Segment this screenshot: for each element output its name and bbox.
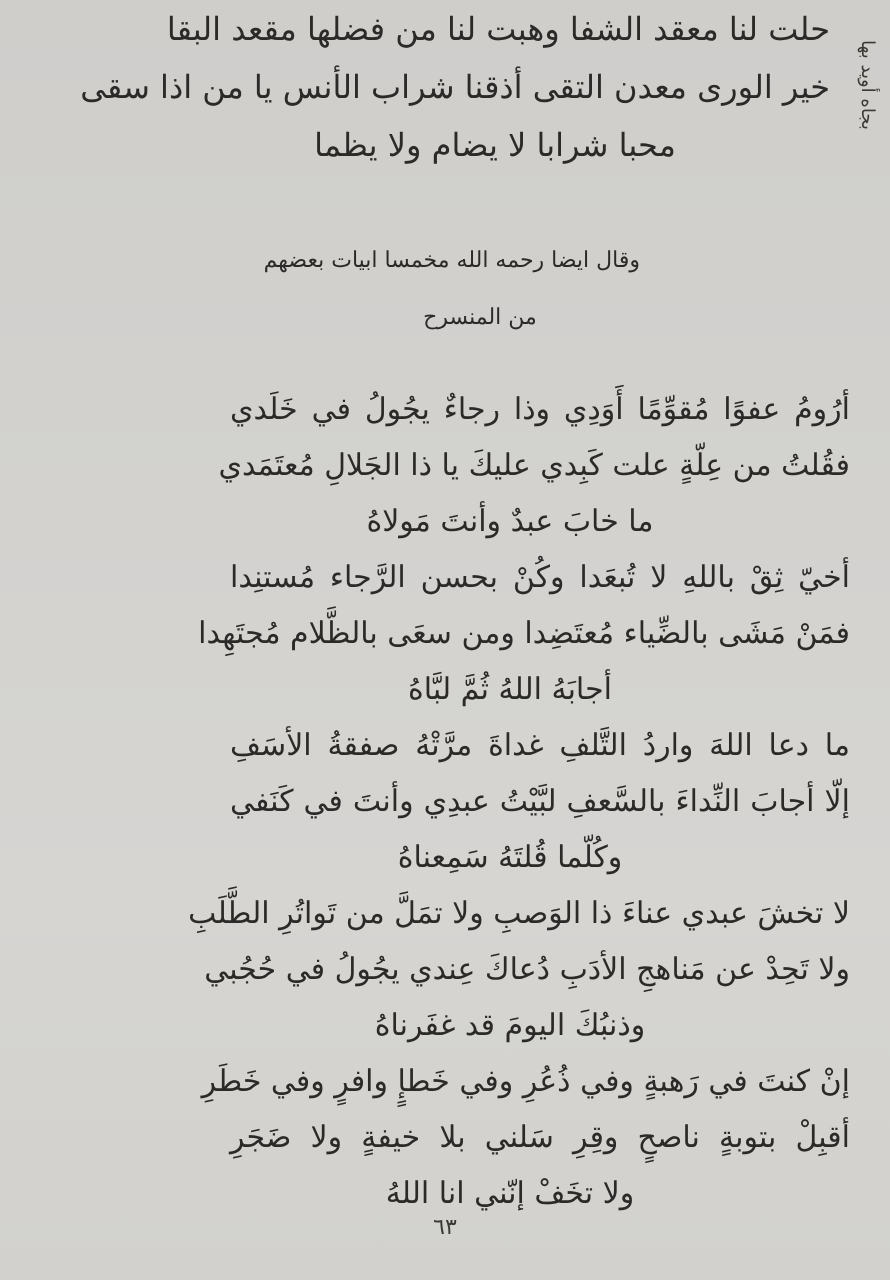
verse-line: ولا تَحِدْ عن مَناهجِ الأدَبِ دُعاكَ عِندي يجُولُ في حُجُبي xyxy=(204,952,850,987)
verse-line: إنْ كنتَ في رَهبةٍ وفي ذُعُرِ وفي خَطإٍ وافرٍ وفي خَطَرِ xyxy=(201,1064,850,1099)
top-poem-ending xyxy=(80,0,830,174)
page-number: ٦٣ xyxy=(433,1215,457,1240)
verse-line: لا تخشَ عبدي عناءَ ذا الوَصبِ ولا تمَلَّ من تَواتُرِ الطَّلَبِ xyxy=(188,896,850,931)
poem xyxy=(188,382,850,1222)
verse-line: أخيّ ثِقْ باللهِ لا تُبعَدا وكُنْ بحسن الرَّجاء مُستنِدا xyxy=(230,560,850,595)
stanza xyxy=(188,886,850,1054)
refrain-line: أجابَهُ اللهُ ثُمَّ لبَّاهُ xyxy=(408,672,612,707)
stanza xyxy=(198,550,850,718)
top-line: حلت لنا معقد الشفا وهبت لنا من فضلها مقعد البقا xyxy=(166,10,830,48)
top-line: محبا شرابا لا يضام ولا يظما xyxy=(314,126,676,164)
refrain-line: ما خابَ عبدٌ وأنتَ مَولاهُ xyxy=(366,504,654,539)
margin-note: بجاه أويد بها xyxy=(857,40,878,130)
stanza xyxy=(218,382,850,550)
poem-heading: وقال ايضا رحمه الله مخمسا ابيات بعضهم xyxy=(263,248,640,273)
verse-line: أرُومُ عفوًا مُقوِّمًا أَوَدِي وذا رجاءٌ يجُولُ في خَلَدي xyxy=(230,392,850,427)
verse-line: أقبِلْ بتوبةٍ ناصحٍ وقِرِ سَلني بلا خيفةٍ ولا ضَجَرِ xyxy=(230,1120,850,1155)
refrain-line: وكُلّما قُلتَهُ سَمِعناهُ xyxy=(397,840,623,875)
verse-line: إلّا أجابَ النِّداءَ بالسَّعفِ لبَّيْتُ عبدِي وأنتَ في كَنَفي xyxy=(230,784,850,819)
stanza xyxy=(230,718,850,886)
meter-heading: من المنسرح xyxy=(423,305,537,330)
verse-line: فمَنْ مَشَى بالضِّياء مُعتَضِدا ومن سعَى بالظَّلام مُجتَهِدا xyxy=(198,616,850,651)
verse-line: ما دعا اللهَ واردُ التَّلفِ غداةَ مرَّتْهُ صفقةُ الأسَفِ xyxy=(230,728,850,763)
top-line: خير الورى معدن التقى أذقنا شراب الأنس يا من اذا سقى xyxy=(80,68,830,106)
verse-line: فقُلتُ من عِلّةٍ علت كَبِدي عليكَ يا ذا الجَلالِ مُعتَمَدي xyxy=(218,448,850,483)
refrain-line: ولا تخَفْ إنّني انا اللهُ xyxy=(385,1176,635,1211)
stanza xyxy=(201,1054,850,1222)
refrain-line: وذنبُكَ اليومَ قد غفَرناهُ xyxy=(374,1008,646,1043)
